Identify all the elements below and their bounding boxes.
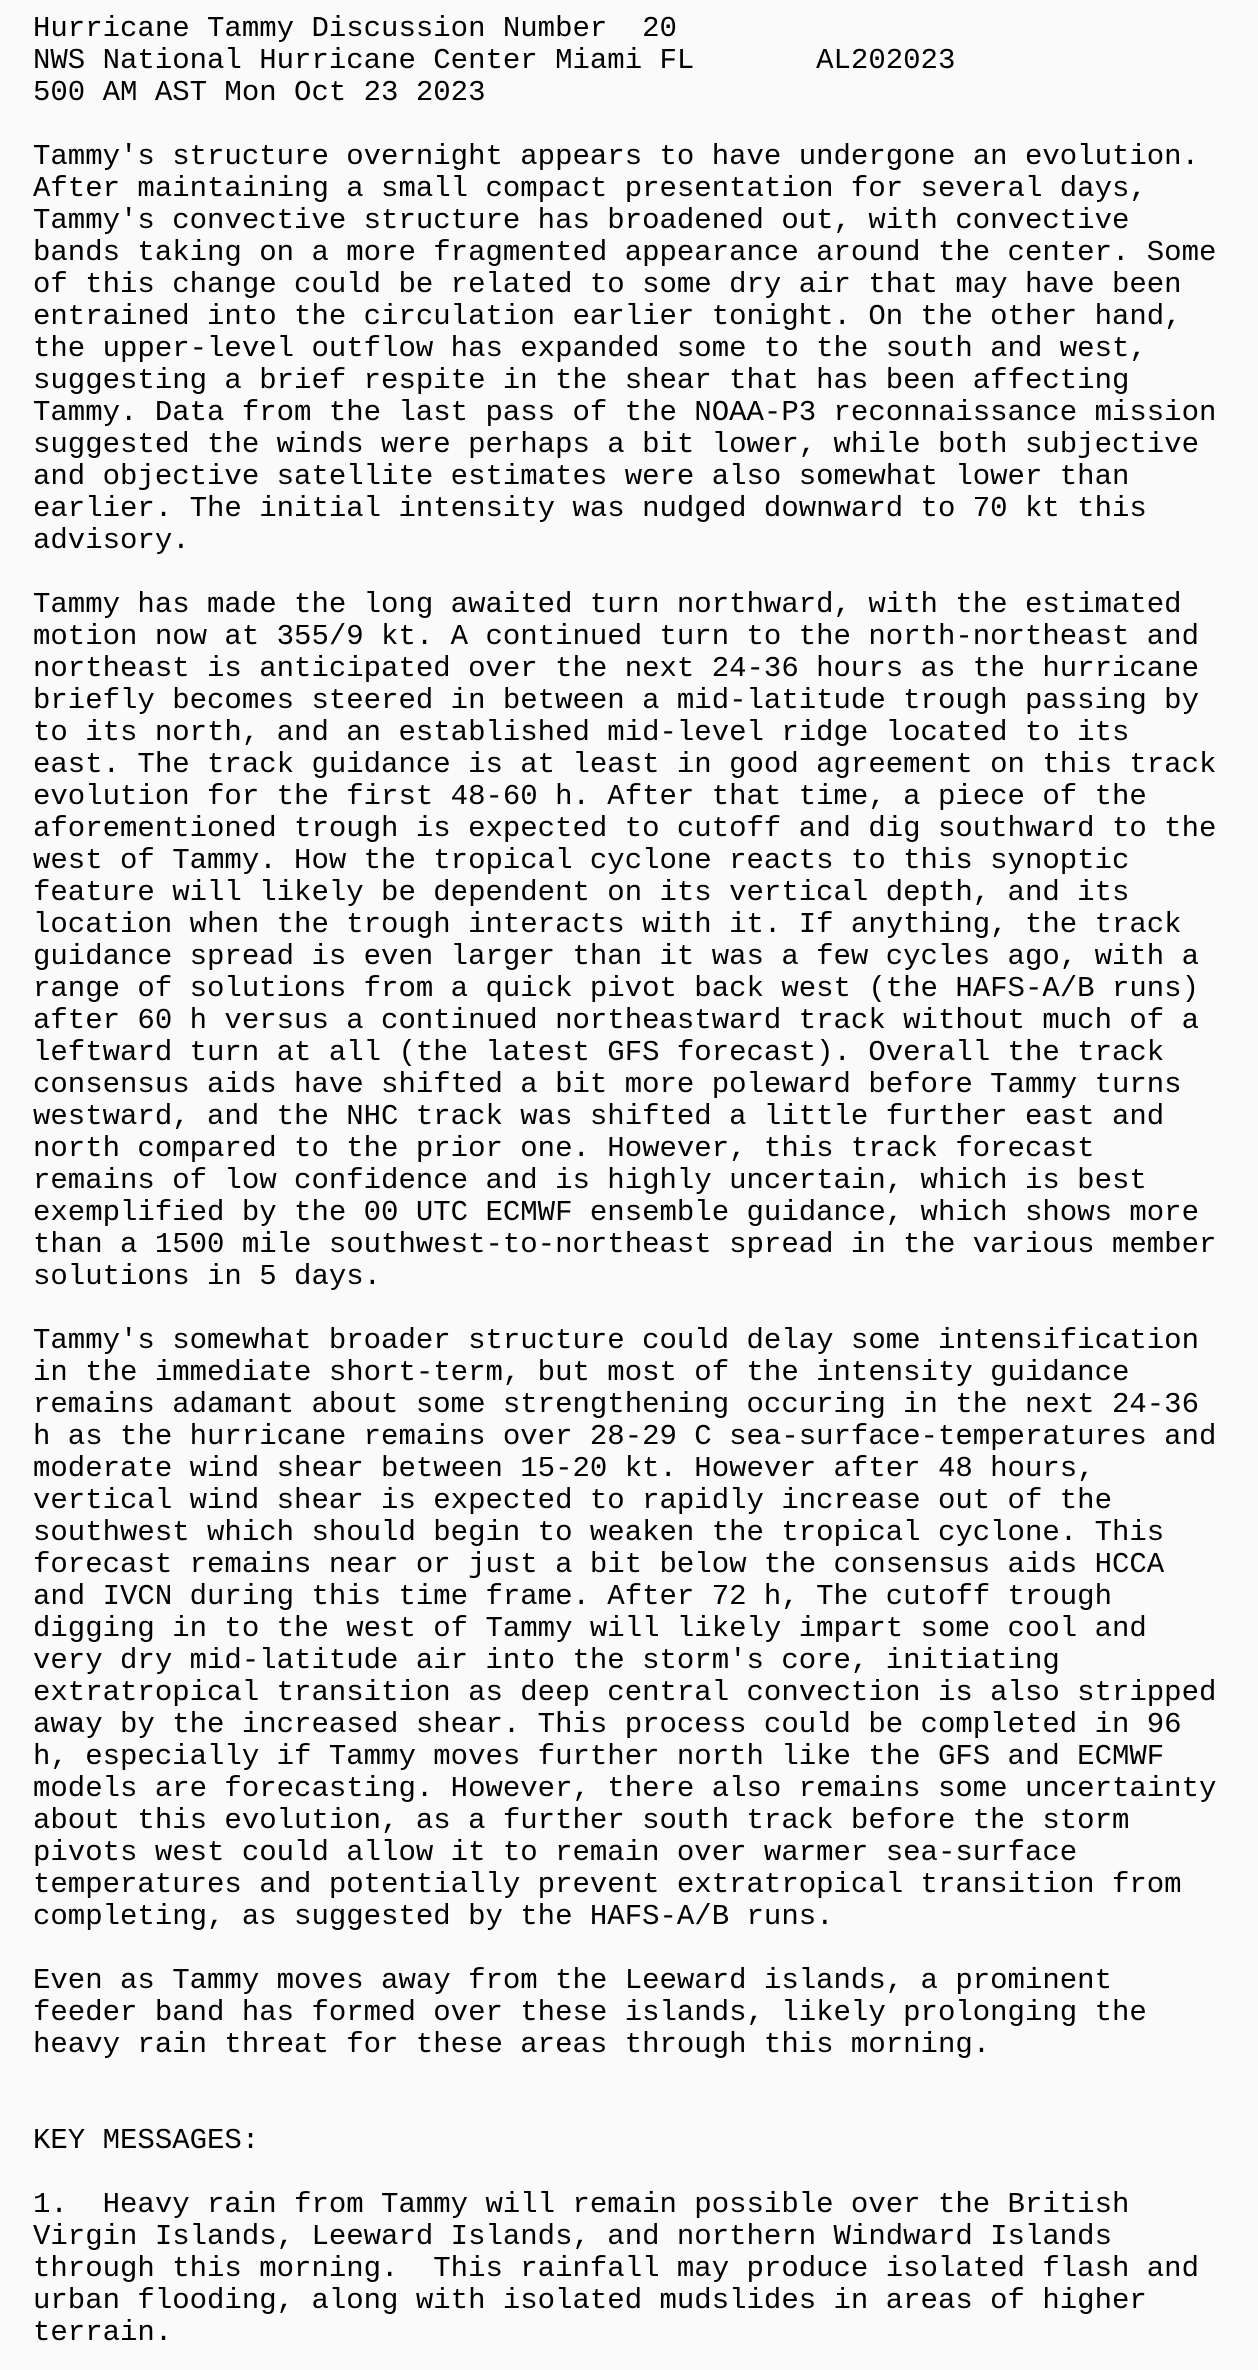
text-line: northeast is anticipated over the next 24-36 hours as the hurricane bbox=[33, 652, 1199, 685]
text-line: and objective satellite estimates were also somewhat lower than bbox=[33, 460, 1130, 493]
text-line: location when the trough interacts with it. If anything, the track bbox=[33, 908, 1182, 941]
blank-line bbox=[33, 2061, 1238, 2093]
text-line: Tammy has made the long awaited turn northward, with the estimated bbox=[33, 588, 1182, 621]
text-line: in the immediate short-term, but most of the intensity guidance bbox=[33, 1356, 1130, 1389]
text-line: models are forecasting. However, there also remains some uncertainty bbox=[33, 1772, 1217, 1805]
text-line: 500 AM AST Mon Oct 23 2023 bbox=[33, 76, 486, 109]
text-line: suggesting a brief respite in the shear that has been affecting bbox=[33, 364, 1130, 397]
text-line: entrained into the circulation earlier tonight. On the other hand, bbox=[33, 300, 1182, 333]
text-line: the upper-level outflow has expanded some to the south and west, bbox=[33, 332, 1147, 365]
text-line: after 60 h versus a continued northeastward track without much of a bbox=[33, 1004, 1199, 1037]
paragraph-leeward-rain bbox=[33, 1965, 1238, 2061]
text-line: than a 1500 mile southwest-to-northeast spread in the various member bbox=[33, 1228, 1217, 1261]
paragraph-intensity-forecast bbox=[33, 1325, 1238, 1933]
text-line: h as the hurricane remains over 28-29 C sea-surface-temperatures and bbox=[33, 1420, 1217, 1453]
text-line: and IVCN during this time frame. After 72 h, The cutoff trough bbox=[33, 1580, 1112, 1613]
key-message-1 bbox=[33, 2189, 1238, 2349]
text-line: heavy rain threat for these areas through this morning. bbox=[33, 2028, 991, 2061]
text-line: evolution for the first 48-60 h. After that time, a piece of the bbox=[33, 780, 1147, 813]
text-line: NWS National Hurricane Center Miami FL AL202023 bbox=[33, 44, 956, 77]
text-line: Tammy's convective structure has broadened out, with convective bbox=[33, 204, 1130, 237]
text-line: leftward turn at all (the latest GFS forecast). Overall the track bbox=[33, 1036, 1165, 1069]
text-line: forecast remains near or just a bit below the consensus aids HCCA bbox=[33, 1548, 1165, 1581]
text-line: Tammy. Data from the last pass of the NOAA-P3 reconnaissance mission bbox=[33, 396, 1217, 429]
text-line: southwest which should begin to weaken the tropical cyclone. This bbox=[33, 1516, 1165, 1549]
text-line: range of solutions from a quick pivot back west (the HAFS-A/B runs) bbox=[33, 972, 1199, 1005]
text-line: feature will likely be dependent on its vertical depth, and its bbox=[33, 876, 1130, 909]
text-line: vertical wind shear is expected to rapidly increase out of the bbox=[33, 1484, 1112, 1517]
text-line: about this evolution, as a further south track before the storm bbox=[33, 1804, 1130, 1837]
text-line: remains adamant about some strengthening occuring in the next 24-36 bbox=[33, 1388, 1199, 1421]
text-line: KEY MESSAGES: bbox=[33, 2124, 260, 2157]
text-line: After maintaining a small compact presentation for several days, bbox=[33, 172, 1147, 205]
key-messages-heading bbox=[33, 2125, 1238, 2157]
blank-line bbox=[33, 2157, 1238, 2189]
text-line: pivots west could allow it to remain over warmer sea-surface bbox=[33, 1836, 1078, 1869]
text-line: east. The track guidance is at least in good agreement on this track bbox=[33, 748, 1217, 781]
text-line: briefly becomes steered in between a mid-latitude trough passing by bbox=[33, 684, 1199, 717]
text-line: urban flooding, along with isolated mudslides in areas of higher bbox=[33, 2284, 1147, 2317]
blank-line bbox=[33, 109, 1238, 141]
blank-line bbox=[33, 2093, 1238, 2125]
text-line: temperatures and potentially prevent extratropical transition from bbox=[33, 1868, 1182, 1901]
text-line: westward, and the NHC track was shifted a little further east and bbox=[33, 1100, 1165, 1133]
text-line: suggested the winds were perhaps a bit lower, while both subjective bbox=[33, 428, 1199, 461]
text-line: 1. Heavy rain from Tammy will remain possible over the British bbox=[33, 2188, 1130, 2221]
text-line: motion now at 355/9 kt. A continued turn to the north-northeast and bbox=[33, 620, 1199, 653]
paragraph-track-forecast bbox=[33, 589, 1238, 1293]
text-line: away by the increased shear. This process could be completed in 96 bbox=[33, 1708, 1182, 1741]
text-line: bands taking on a more fragmented appearance around the center. Some bbox=[33, 236, 1217, 269]
blank-line bbox=[33, 1933, 1238, 1965]
header bbox=[33, 13, 1238, 109]
text-line: extratropical transition as deep central convection is also stripped bbox=[33, 1676, 1217, 1709]
text-line: earlier. The initial intensity was nudged downward to 70 kt this bbox=[33, 492, 1147, 525]
text-line: of this change could be related to some dry air that may have been bbox=[33, 268, 1182, 301]
text-line: to its north, and an established mid-level ridge located to its bbox=[33, 716, 1130, 749]
text-line: Virgin Islands, Leeward Islands, and northern Windward Islands bbox=[33, 2220, 1112, 2253]
blank-line bbox=[33, 557, 1238, 589]
text-line: Hurricane Tammy Discussion Number 20 bbox=[33, 12, 677, 45]
text-line: north compared to the prior one. However, this track forecast bbox=[33, 1132, 1095, 1165]
text-line: aforementioned trough is expected to cutoff and dig southward to the bbox=[33, 812, 1217, 845]
blank-line bbox=[33, 1293, 1238, 1325]
text-line: guidance spread is even larger than it was a few cycles ago, with a bbox=[33, 940, 1199, 973]
text-line: advisory. bbox=[33, 524, 190, 557]
text-line: exemplified by the 00 UTC ECMWF ensemble guidance, which shows more bbox=[33, 1196, 1199, 1229]
text-line: completing, as suggested by the HAFS-A/B runs. bbox=[33, 1900, 834, 1933]
text-line: remains of low confidence and is highly uncertain, which is best bbox=[33, 1164, 1147, 1197]
text-line: very dry mid-latitude air into the storm's core, initiating bbox=[33, 1644, 1060, 1677]
text-line: terrain. bbox=[33, 2316, 173, 2349]
text-line: west of Tammy. How the tropical cyclone reacts to this synoptic bbox=[33, 844, 1130, 877]
text-line: consensus aids have shifted a bit more poleward before Tammy turns bbox=[33, 1068, 1182, 1101]
paragraph-structure-evolution bbox=[33, 141, 1238, 557]
text-line: solutions in 5 days. bbox=[33, 1260, 382, 1293]
text-line: Tammy's somewhat broader structure could delay some intensification bbox=[33, 1324, 1199, 1357]
text-line: Tammy's structure overnight appears to have undergone an evolution. bbox=[33, 140, 1199, 173]
text-line: moderate wind shear between 15-20 kt. However after 48 hours, bbox=[33, 1452, 1095, 1485]
text-line: h, especially if Tammy moves further north like the GFS and ECMWF bbox=[33, 1740, 1165, 1773]
text-line: feeder band has formed over these islands, likely prolonging the bbox=[33, 1996, 1147, 2029]
text-line: through this morning. This rainfall may produce isolated flash and bbox=[33, 2252, 1199, 2285]
text-line: digging in to the west of Tammy will likely impart some cool and bbox=[33, 1612, 1147, 1645]
text-line: Even as Tammy moves away from the Leeward islands, a prominent bbox=[33, 1964, 1112, 1997]
